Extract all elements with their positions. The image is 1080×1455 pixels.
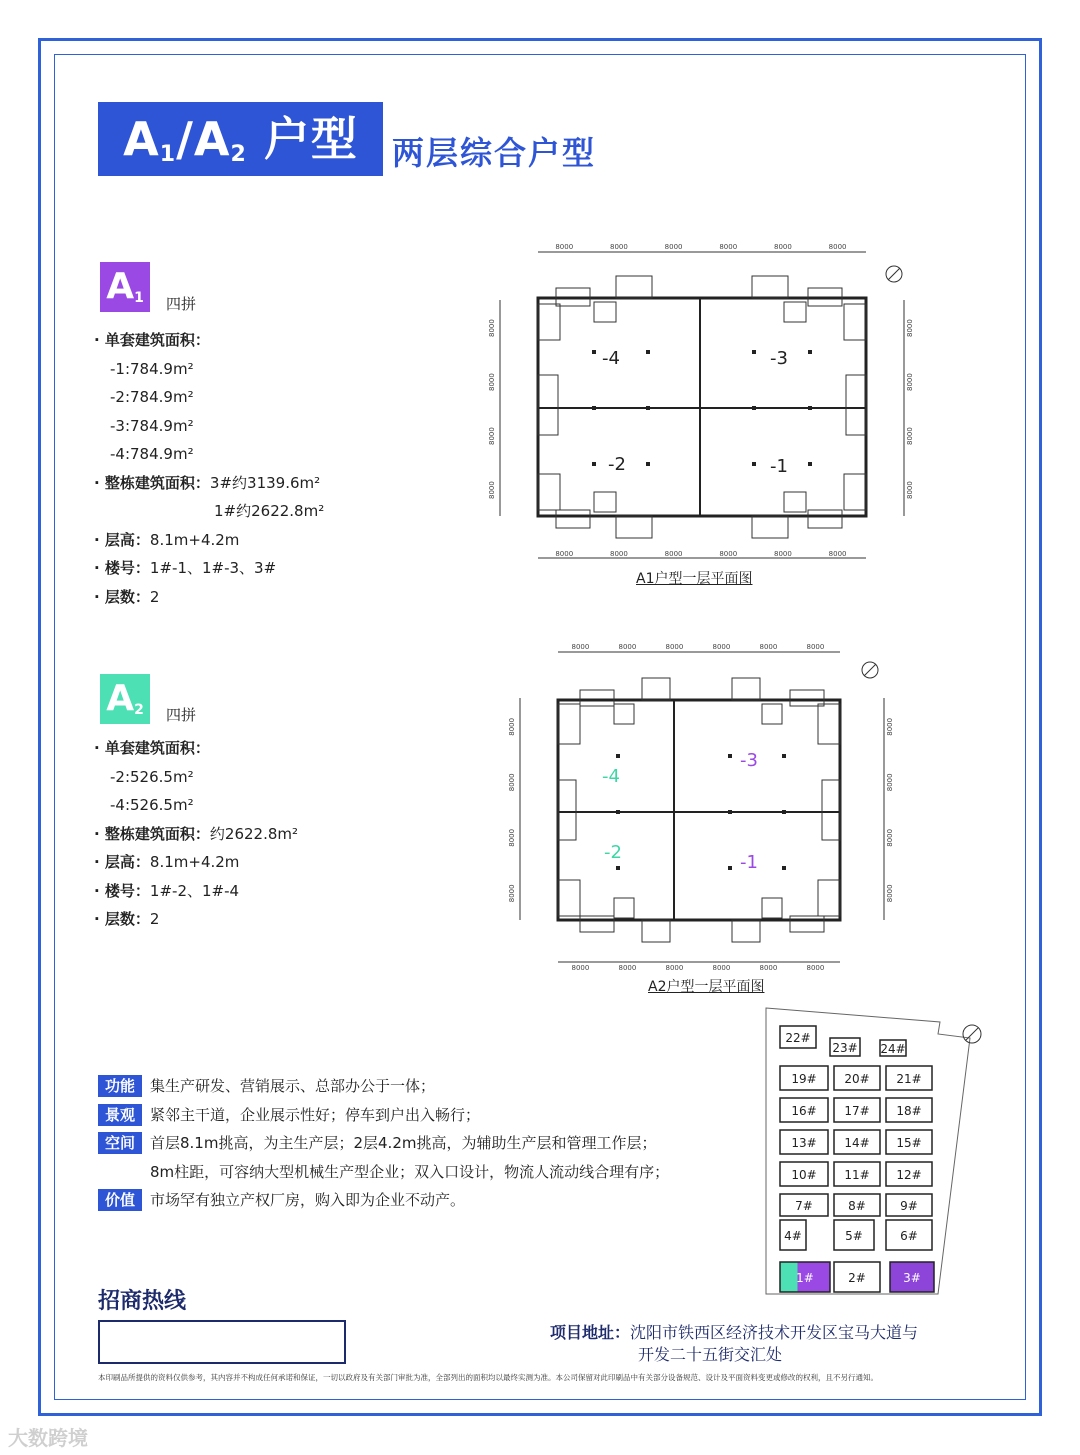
site-building — [834, 1162, 880, 1186]
spec-row: · 楼号：1#-2、1#-4 — [94, 881, 240, 900]
dimension-label: 8000 — [828, 550, 847, 558]
spec-row: · 楼号：1#-1、1#-3、3# — [94, 559, 277, 577]
dimension-label: 8000 — [886, 773, 894, 792]
dimension-label: 8000 — [828, 243, 847, 251]
site-building — [780, 1130, 828, 1154]
hotline-label: 招商热线 — [98, 1289, 187, 1314]
dimension-label: 8000 — [806, 964, 825, 972]
a2-unit-1: -1 — [740, 852, 758, 873]
spec-row: -2:784.9m² — [110, 388, 194, 406]
svg-text:14#: 14# — [844, 1136, 870, 1150]
dimension-label: 8000 — [664, 550, 683, 558]
spec-row: · 层数：2 — [94, 910, 160, 928]
site-building — [880, 1040, 906, 1056]
site-building — [780, 1098, 828, 1122]
spec-row: · 层数：2 — [94, 587, 160, 606]
feature-tag: 景观 — [98, 1104, 142, 1126]
dimension-label: 8000 — [759, 643, 778, 651]
a2-floor-plan — [500, 640, 900, 975]
spec-row: · 整栋建筑面积：约2622.8m² — [94, 824, 299, 843]
svg-text:7#: 7# — [795, 1199, 813, 1213]
dimension-label: 8000 — [508, 828, 516, 847]
a2-unit-3: -3 — [740, 750, 758, 771]
dimension-label: 8000 — [906, 481, 914, 499]
a2-unit-2: -2 — [604, 842, 622, 863]
dimension-label: 8000 — [886, 884, 894, 903]
svg-text:17#: 17# — [844, 1104, 870, 1118]
site-building — [886, 1066, 932, 1090]
svg-text:16#: 16# — [791, 1104, 817, 1118]
dimension-label: 8000 — [719, 243, 738, 251]
svg-text:3#: 3# — [903, 1271, 921, 1285]
a1-spec-list — [94, 326, 324, 611]
north-arrow-icon — [862, 662, 878, 678]
svg-text:12#: 12# — [896, 1168, 922, 1182]
feature-row: 空间 首层8.1m挑高，为主生产层；2层4.2m挑高，为辅助生产层和管理工作层； — [98, 1129, 669, 1158]
dimension-label: 8000 — [886, 828, 894, 847]
site-building — [780, 1066, 828, 1090]
a1-unit-1: -1 — [770, 456, 788, 477]
north-arrow-icon — [886, 266, 902, 282]
site-building — [890, 1262, 934, 1292]
spec-row: · 层高：8.1m+4.2m — [94, 530, 240, 549]
site-building — [834, 1262, 880, 1292]
svg-text:5#: 5# — [845, 1229, 863, 1243]
dimension-label: 8000 — [759, 964, 778, 972]
svg-text:6#: 6# — [900, 1229, 918, 1243]
dimension-label: 8000 — [719, 550, 738, 558]
svg-text:13#: 13# — [791, 1136, 817, 1150]
spec-row: · 单套建筑面积： — [94, 331, 210, 349]
page-subtitle: 两层综合户型 — [392, 134, 597, 172]
site-building — [780, 1220, 806, 1250]
dimension-label: 8000 — [806, 643, 825, 651]
feature-tag: 空间 — [98, 1132, 142, 1154]
spec-row: -4:784.9m² — [110, 445, 194, 463]
site-building — [834, 1066, 880, 1090]
site-building — [780, 1262, 830, 1292]
dimension-label: 8000 — [508, 717, 516, 736]
svg-text:10#: 10# — [791, 1168, 817, 1182]
watermark: 大数跨境 — [8, 1426, 88, 1450]
feature-list — [98, 1072, 669, 1215]
dimension-label: 8000 — [488, 373, 496, 391]
svg-text:1#: 1# — [796, 1271, 814, 1285]
a2-badge: $A_2$ — [100, 674, 150, 724]
spec-row: · 单套建筑面积： — [94, 739, 210, 757]
dimension-label: 8000 — [906, 319, 914, 337]
dimension-label: 8000 — [906, 373, 914, 391]
a1-unit-4: -4 — [602, 348, 620, 369]
spec-row: -4:526.5m² — [110, 796, 194, 814]
dimension-label: 8000 — [555, 243, 574, 251]
dimension-label: 8000 — [610, 243, 628, 251]
site-building — [834, 1130, 880, 1154]
dimension-label: 8000 — [610, 550, 628, 558]
dimension-label: 8000 — [571, 964, 590, 972]
dimension-label: 8000 — [618, 964, 637, 972]
hotline-box — [98, 1320, 346, 1364]
site-building — [834, 1194, 880, 1216]
page-title: $A_1/A_2$ 户型 — [98, 102, 383, 176]
dimension-label: 8000 — [774, 243, 792, 251]
dimension-label: 8000 — [665, 643, 684, 651]
spec-row: -2:526.5m² — [110, 767, 194, 786]
site-building — [830, 1038, 860, 1056]
dimension-label: 8000 — [488, 427, 496, 445]
svg-text:22#: 22# — [785, 1031, 811, 1045]
a1-plan-caption: A1户型一层平面图 — [636, 571, 753, 587]
dimension-label: 8000 — [618, 643, 637, 651]
site-building — [780, 1194, 828, 1216]
svg-text:4#: 4# — [784, 1229, 802, 1243]
feature-tag: 价值 — [98, 1189, 142, 1211]
site-building — [886, 1194, 932, 1216]
a2-plan-caption: A2户型一层平面图 — [648, 979, 765, 995]
a1-floor-plan — [480, 240, 920, 570]
dimension-label: 8000 — [488, 481, 496, 499]
svg-text:20#: 20# — [844, 1072, 870, 1086]
spec-row: -1:784.9m² — [110, 359, 194, 378]
dimension-label: 8000 — [571, 643, 590, 651]
spec-row: · 整栋建筑面积：3#约3139.6m² — [94, 473, 321, 492]
spec-row: -3:784.9m² — [110, 416, 194, 435]
site-building — [780, 1162, 828, 1186]
feature-tag: 功能 — [98, 1075, 142, 1097]
disclaimer: 本印刷品所提供的资料仅供参考，其内容并不构成任何承诺和保证，一切以政府及有关部门审批为准，全部列出的面积均以最终实测为准。本公司保留对此印刷品中有关部分设备规范、设计及平面资料变更或修改的权利，且不另行通知。 — [98, 1373, 878, 1382]
site-building — [834, 1098, 880, 1122]
a1-unit-2: -2 — [608, 454, 626, 475]
dimension-label: 8000 — [886, 717, 894, 736]
svg-text:15#: 15# — [896, 1136, 922, 1150]
a2-spec-list — [94, 734, 298, 934]
dimension-label: 8000 — [508, 884, 516, 903]
site-plan — [760, 1004, 1000, 1304]
svg-text:9#: 9# — [900, 1199, 918, 1213]
svg-text:24#: 24# — [880, 1042, 906, 1056]
feature-row: 价值 市场罕有独立产权厂房，购入即为企业不动产。 — [98, 1186, 669, 1215]
svg-text:19#: 19# — [791, 1072, 817, 1086]
dimension-label: 8000 — [508, 773, 516, 792]
svg-text:18#: 18# — [896, 1104, 922, 1118]
dimension-label: 8000 — [555, 550, 574, 558]
svg-text:23#: 23# — [832, 1041, 858, 1055]
dimension-label: 8000 — [906, 427, 914, 445]
spec-row: · 层高：8.1m+4.2m — [94, 853, 240, 871]
a1-unit-3: -3 — [770, 348, 788, 369]
dimension-label: 8000 — [712, 643, 731, 651]
north-arrow-icon — [963, 1025, 981, 1043]
feature-row: 8m柱距，可容纳大型机械生产型企业；双入口设计，物流人流动线合理有序； — [150, 1162, 670, 1181]
dimension-label: 8000 — [712, 964, 731, 972]
site-building — [886, 1098, 932, 1122]
svg-text:21#: 21# — [896, 1072, 922, 1086]
site-building — [886, 1220, 932, 1250]
dimension-label: 8000 — [774, 550, 792, 558]
project-address: 项目地址：沈阳市铁西区经济技术开发区宝马大道与 开发二十五街交汇处 — [550, 1323, 919, 1364]
feature-row: 功能 集生产研发、营销展示、总部办公于一体； — [98, 1072, 669, 1101]
a1-badge: $A_1$ — [100, 262, 150, 312]
site-building — [780, 1026, 816, 1048]
site-building — [834, 1220, 874, 1250]
svg-text:11#: 11# — [844, 1168, 870, 1182]
dimension-label: 8000 — [665, 964, 684, 972]
feature-row: 景观 紧邻主干道，企业展示性好；停车到户出入畅行； — [98, 1101, 669, 1130]
dimension-label: 8000 — [664, 243, 683, 251]
spec-row: 1#约2622.8m² — [214, 502, 325, 520]
svg-text:8#: 8# — [848, 1199, 866, 1213]
a2-badge-note: 四拼 — [166, 706, 197, 724]
site-building — [886, 1162, 932, 1186]
a2-unit-4: -4 — [602, 766, 620, 787]
site-building — [886, 1130, 932, 1154]
dimension-label: 8000 — [488, 319, 496, 337]
svg-text:2#: 2# — [848, 1271, 866, 1285]
a1-badge-note: 四拼 — [166, 295, 197, 313]
